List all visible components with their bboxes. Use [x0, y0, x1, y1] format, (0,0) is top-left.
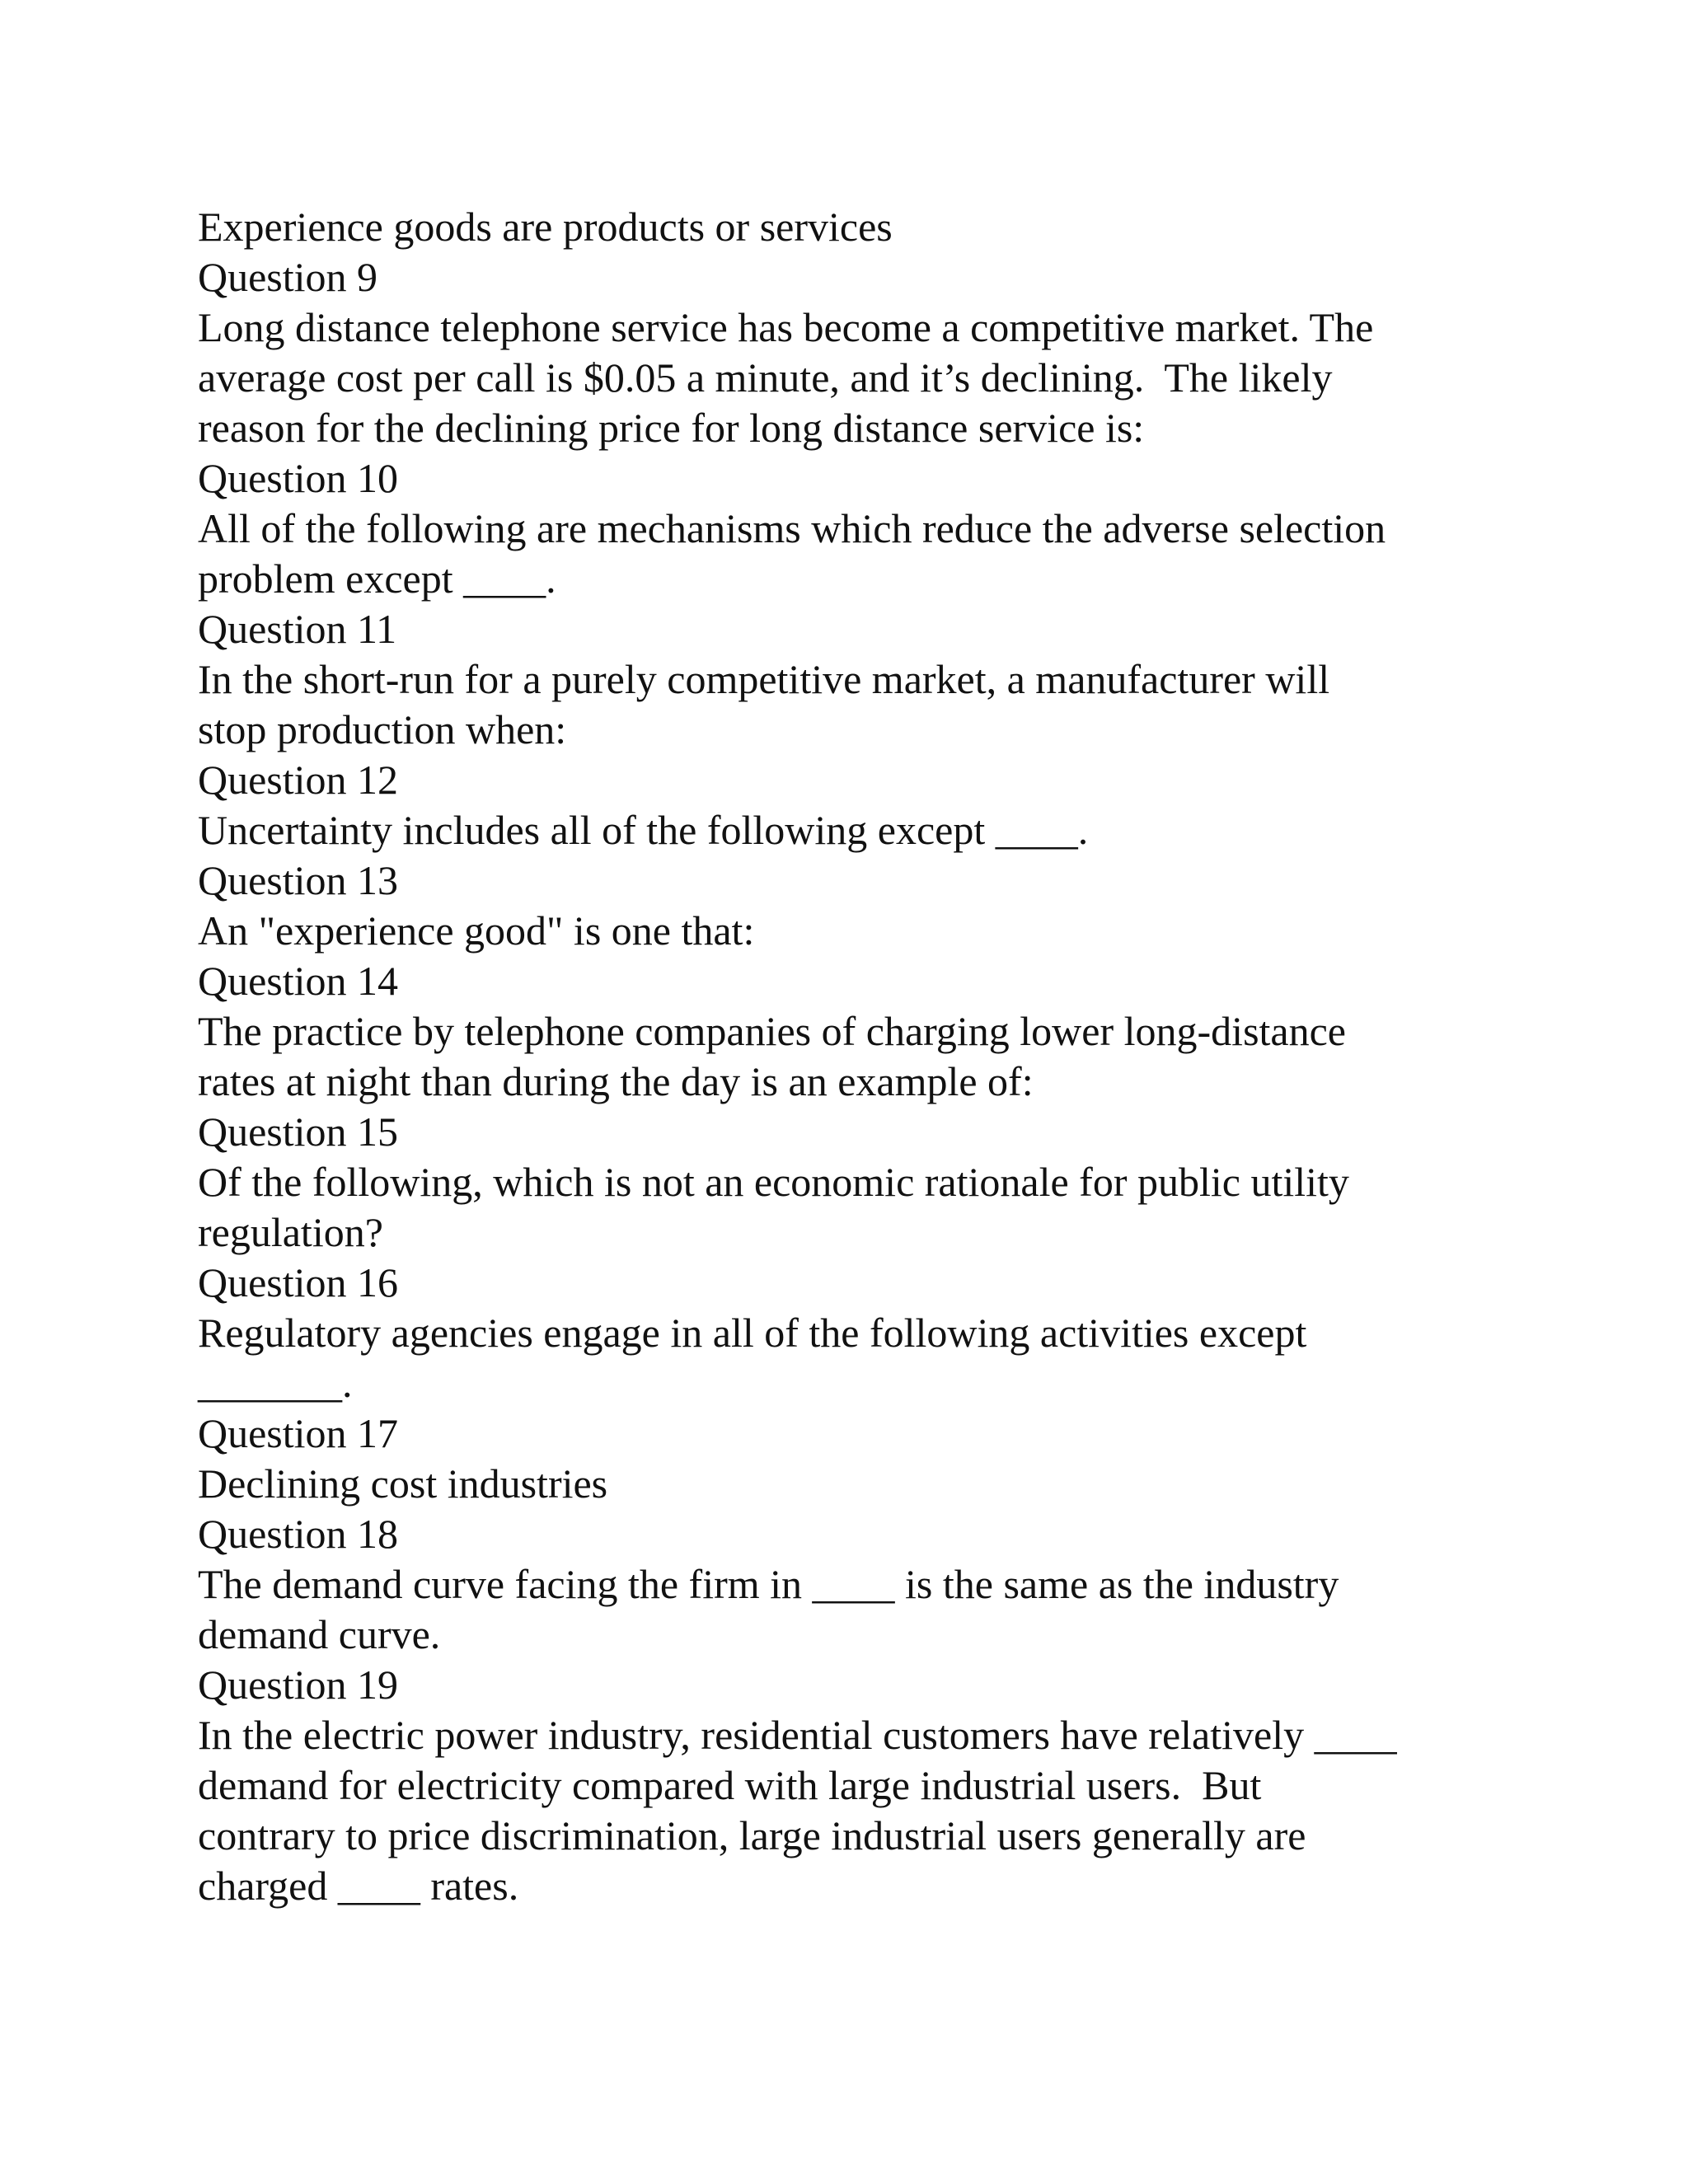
text-line: _______. — [198, 1360, 353, 1406]
question-heading: Question 15 — [198, 1108, 399, 1155]
text-line: In the electric power industry, residential customers have relatively ____ — [198, 1712, 1397, 1758]
question-heading: Question 17 — [198, 1410, 399, 1456]
text-line: problem except ____. — [198, 555, 556, 602]
text-line: Regulatory agencies engage in all of the following activities except — [198, 1310, 1307, 1356]
question-heading: Question 13 — [198, 857, 399, 903]
text-line: Long distance telephone service has become a competitive market. The — [198, 304, 1374, 350]
text-line: charged ____ rates. — [198, 1863, 519, 1909]
text-line: Of the following, which is not an economic rationale for public utility — [198, 1159, 1349, 1205]
text-line: Experience goods are products or services — [198, 204, 893, 250]
question-heading: Question 18 — [198, 1511, 399, 1557]
question-heading: Question 9 — [198, 254, 378, 300]
document-body — [198, 202, 1500, 1911]
text-line: An "experience good" is one that: — [198, 907, 755, 954]
text-line: stop production when: — [198, 706, 567, 752]
text-line: Declining cost industries — [198, 1460, 608, 1507]
text-line: average cost per call is $0.05 a minute, and it’s declining. The likely — [198, 354, 1333, 401]
text-line: reason for the declining price for long distance service is: — [198, 405, 1145, 451]
text-line: regulation? — [198, 1209, 383, 1255]
question-heading: Question 12 — [198, 757, 399, 803]
question-heading: Question 14 — [198, 958, 399, 1004]
text-line: rates at night than during the day is an example of: — [198, 1058, 1034, 1104]
question-heading: Question 11 — [198, 606, 397, 652]
question-heading: Question 19 — [198, 1661, 399, 1708]
text-line: In the short-run for a purely competitive market, a manufacturer will — [198, 656, 1330, 702]
text-line: Uncertainty includes all of the following except ____. — [198, 807, 1089, 853]
question-heading: Question 10 — [198, 455, 399, 501]
question-heading: Question 16 — [198, 1259, 399, 1305]
text-line: contrary to price discrimination, large industrial users generally are — [198, 1812, 1306, 1858]
text-line: demand curve. — [198, 1611, 441, 1657]
text-line: demand for electricity compared with large industrial users. But — [198, 1762, 1262, 1808]
text-line: All of the following are mechanisms which reduce the adverse selection — [198, 505, 1386, 551]
text-line: The practice by telephone companies of charging lower long-distance — [198, 1008, 1346, 1054]
text-line: The demand curve facing the firm in ____ is the same as the industry — [198, 1561, 1339, 1607]
